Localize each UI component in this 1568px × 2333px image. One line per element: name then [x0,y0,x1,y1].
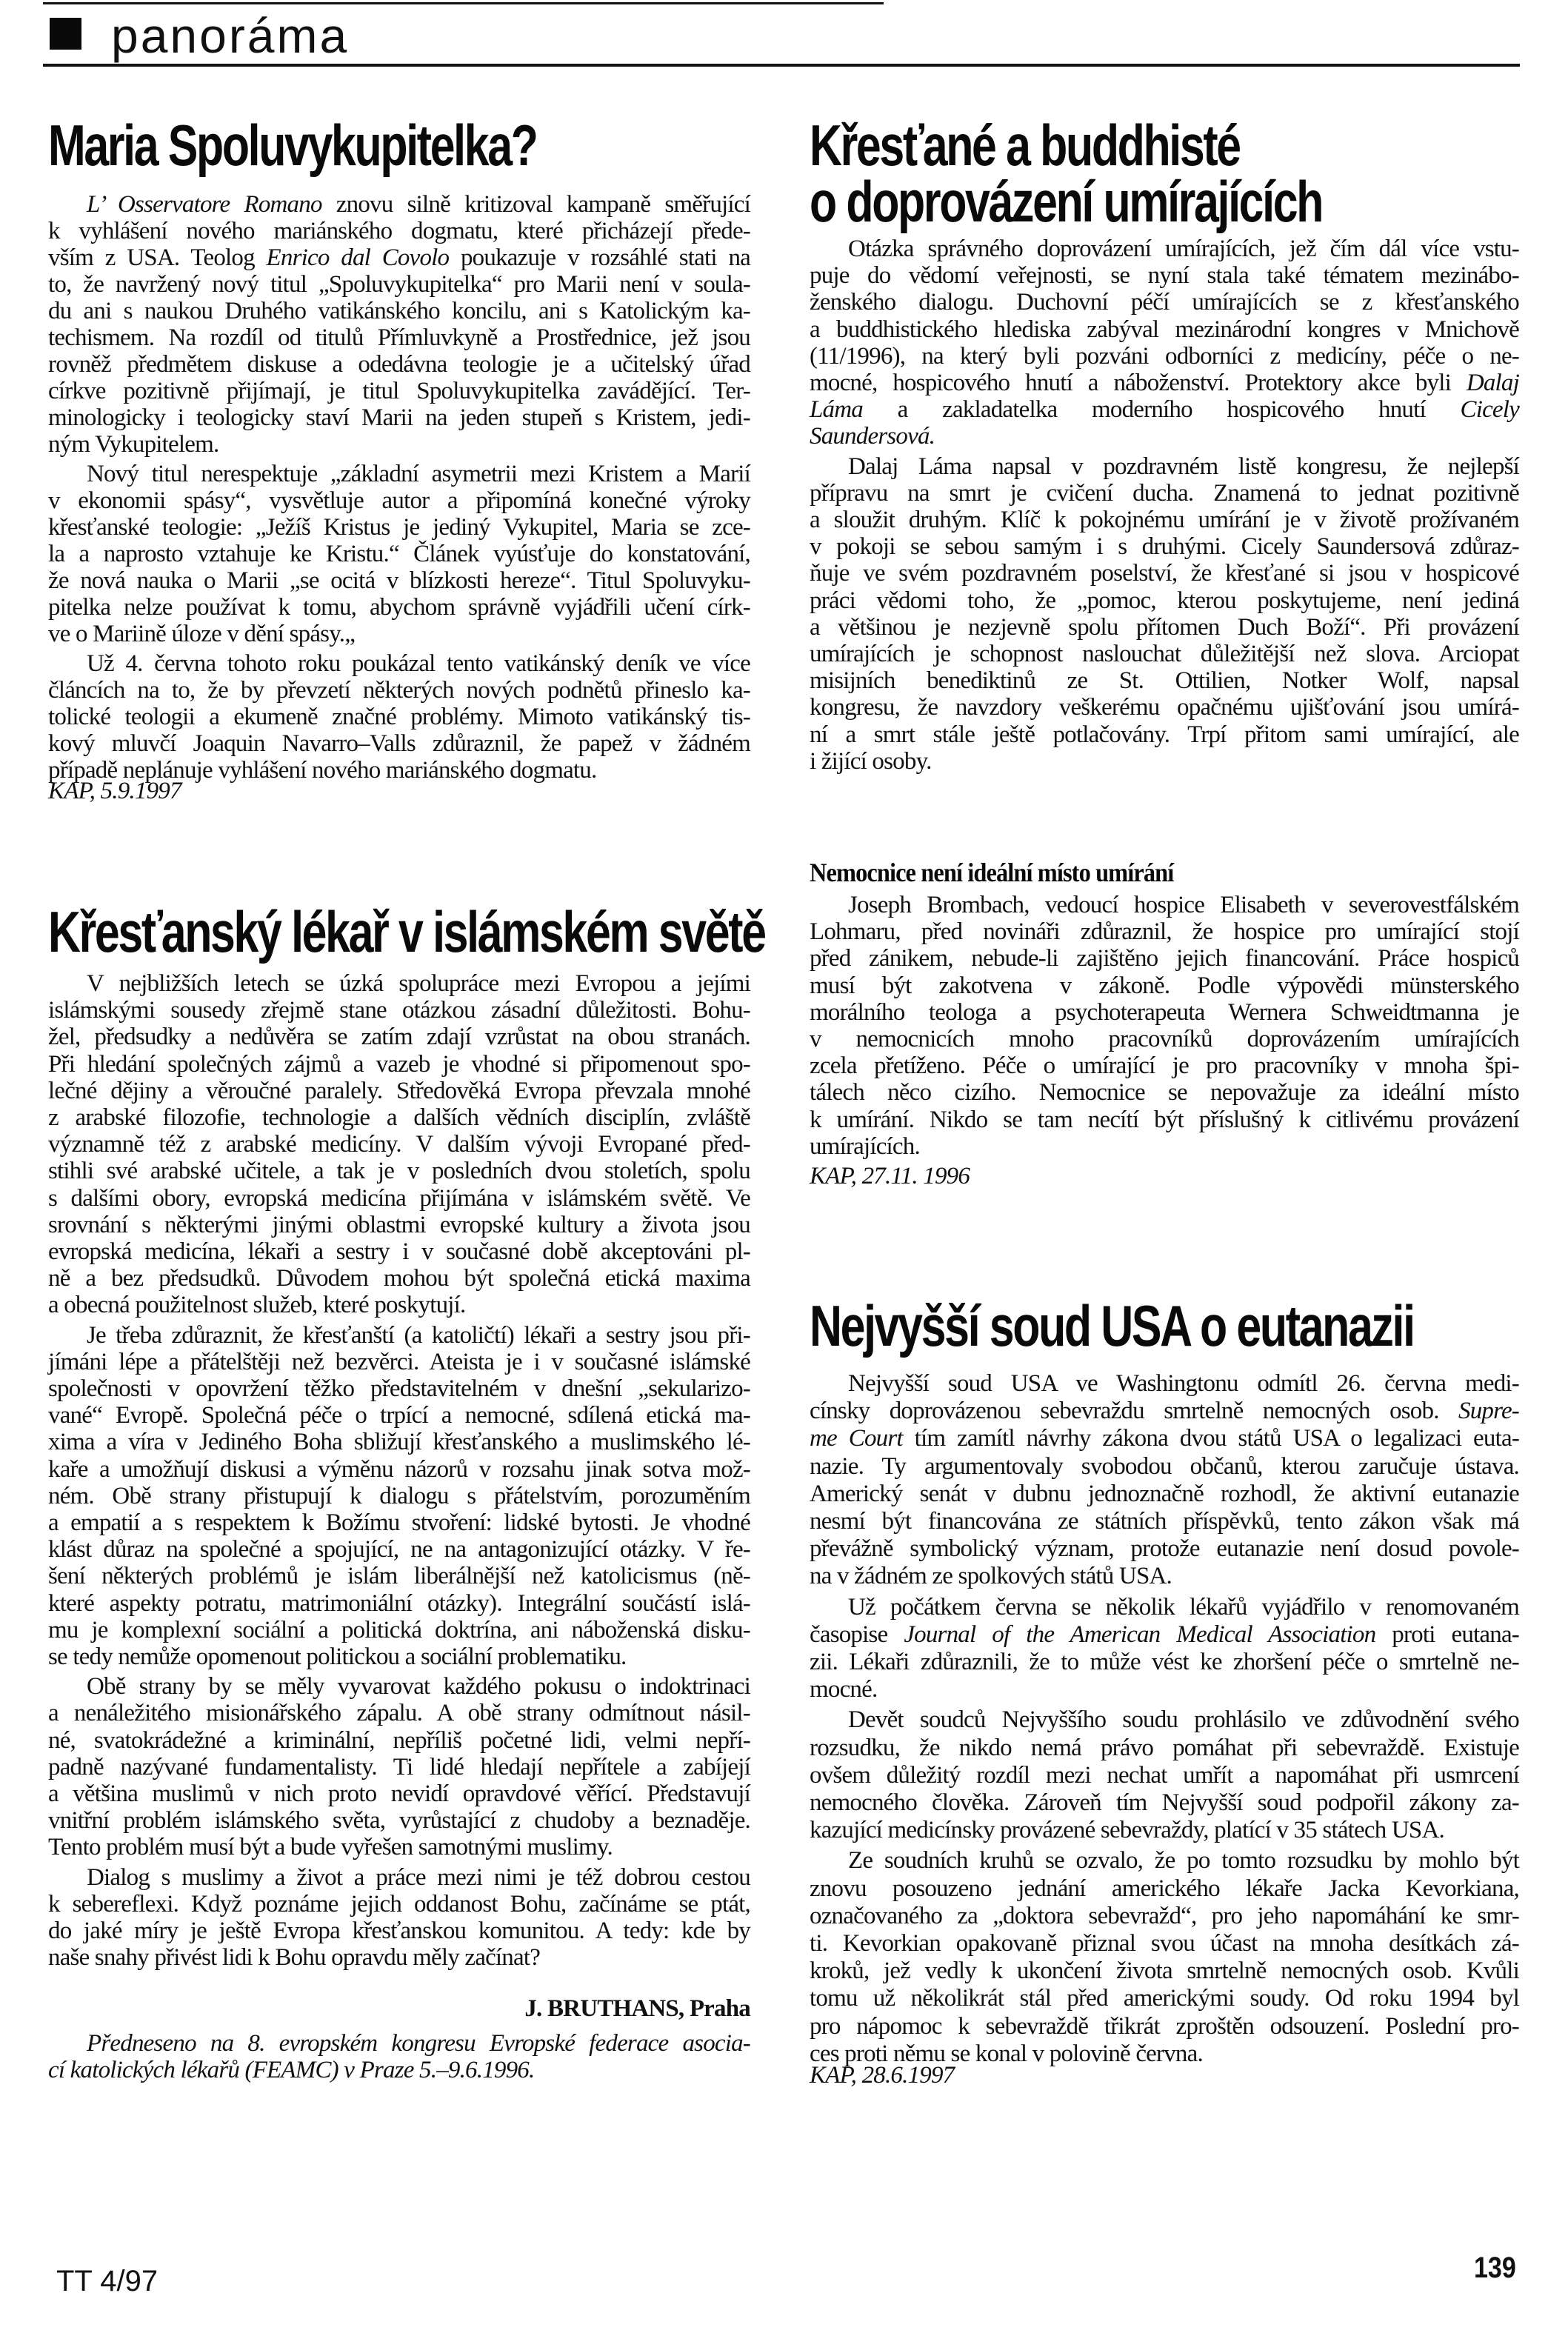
text-line: techismem. Na rozdíl od titulů Přímluvkyně a Prostřednice, jež jsou [48,324,750,351]
text-line: žel, předsudky a nedůvěra se zatím zdají vzrůstat na obou stranách. [48,1024,750,1051]
text-line: Obě strany by se měly vyvarovat každého pokusu o indoktrinaci [87,1673,750,1700]
text-line: cínsky doprovázenou sebevraždu smrtelně nemocných osob. Supre- [810,1398,1519,1425]
text-line: ní a smrt stále ještě potlačovány. Trpí přitom sami umírající, ale [810,721,1519,748]
text-line: padně nazývané fundamentalisty. Ti lidé hledají nepřítele a zabíjejí [48,1753,750,1780]
text-line: znovu posouzeno jednání amerického lékaře Jacka Kevorkiana, [810,1875,1519,1902]
text-line: kroků, jež vedly k ukončení života smrtelně nemocných osob. Kvůli [810,1957,1519,1985]
article-title-buddhiste-2: o doprovázení umírajících [810,169,1323,234]
article-title-buddhiste-1: Křesťané a buddhisté [810,113,1240,178]
text-line: na v žádném ze spolkových států USA. [810,1563,1172,1590]
text-line: rozsudku, že nikdo nemá právo pomáhat při sebevraždě. Existuje [810,1734,1519,1761]
text-line: misijních benediktinů ze St. Ottilien, Notker Wolf, napsal [810,667,1519,695]
article-note-lekar-1: Předneseno na 8. evropském kongresu Evropské federace asocia- [87,2030,750,2057]
text-line: Láma a zakladatelka moderního hospicového hnutí Cicely [810,396,1519,424]
text-line: minologicky i teologicky staví Marii na jeden stupeň s Kristem, jedi- [48,404,750,431]
text-line: v ekonomii spásy“, vysvětluje autor a připomíná konečné výroky [48,487,750,514]
text-line: Joseph Brombach, vedoucí hospice Elisabeth v severovestfálském [848,892,1519,918]
left-column [48,0,765,2222]
text-line: a empatií a s respektem k Božímu stvoření: lidské bytosti. Je vhodné [48,1509,750,1536]
article-note-lekar-2: cí katolických lékařů (FEAMC) v Praze 5.–9.6.1996. [48,2057,535,2083]
text-line: jímáni lépe a přátelštěji než bezvěrci. Ateista je i v současné islámské [48,1348,750,1375]
text-line: mocné, hospicového hnutí a náboženství. Protektory akce byli Dalaj [810,370,1519,396]
text-line: zcela přetíženo. Péče o umírající je pro pracovníky v mnoha špi- [810,1052,1519,1080]
text-line: ným Vykupitelem. [48,431,219,458]
text-line: křesťanské teologie: „Ježíš Kristus je jediný Vykupitel, Maria se zce- [48,514,750,541]
text-line: společnosti v opovržení těžko představitelném v dnešní „sekularizo- [48,1375,750,1402]
article-source-maria: KAP, 5.9.1997 [48,778,181,804]
text-line: a buddhistického hlediska zabýval mezinárodní kongres v Mnichově [810,316,1519,343]
text-line: L’ Osservatore Romano znovu silně kritizoval kampaně směřující [87,191,750,218]
text-line: práci vědomi toho, že „pomoc, kterou poskytujeme, není jediná [810,587,1519,614]
text-line: Nový titul nerespektuje „základní asymetrii mezi Kristem a Marií [87,461,750,487]
text-line: puje do vědomí veřejnosti, se nyní stala také tématem mezinábo- [810,262,1519,290]
text-line: se tedy nemůže opomenout politickou a sociální problematiku. [48,1643,627,1670]
text-line: Dalaj Láma napsal v pozdravném listě kongresu, že nejlepší [848,453,1519,480]
text-line: označovaného za „doktora sebevražd“, pro jeho napomáhání ke smr- [810,1902,1519,1929]
text-line: vané“ Evropě. Společná péče o trpící a nemocné, sdílená etická ma- [48,1402,750,1429]
text-line: srovnání s některými jinými oblastmi evropské kultury a života jsou [48,1211,750,1238]
text-line: kaře a umožňují diskusi a výměnu názorů v rozsahu jinak sotva mož- [48,1455,750,1483]
text-line: nemocného člověka. Zároveň tím Nejvyšší soud podpořil zákony za- [810,1789,1519,1816]
text-line: v pokoji se sebou samým i s druhými. Cicely Saundersová zdůraz- [810,533,1519,561]
text-line: (11/1996), na který byli pozváni odborníci z medicíny, péče o ne- [810,342,1519,370]
text-line: Je třeba zdůraznit, že křesťanští (a katoličtí) lékaři a sestry jsou při- [87,1321,750,1349]
text-line: případě neplánuje vyhlášení nového mariánského dogmatu. [48,757,597,784]
text-line: významně též z arabské medicíny. V dalším vývoji Evropané před- [48,1131,750,1158]
text-line: článcích na to, že by převzetí některých nových podnětů přineslo ka- [48,677,750,704]
text-line: do jaké míry je ještě Evropa křesťanskou komunitou. A tedy: kde by [48,1918,750,1944]
text-line: nesmí být financována ze státních příspěvků, tento zákon však má [810,1508,1519,1535]
section-title: panoráma [111,8,350,63]
right-column [810,0,1519,2222]
text-line: Už 4. června tohoto roku poukázal tento vatikánský deník ve více [87,650,750,677]
text-line: Saundersová. [810,423,935,450]
text-line: a většina muslimů v nich proto nevidí opravdové věřící. Představují [48,1780,750,1807]
text-line: kongresu, že navzdory veškerému opačnému ujišťování jsou umírá- [810,694,1519,721]
text-line: a sloužit druhým. Klíč k pokojnému umírání je v životě prožívaném [810,507,1519,533]
text-line: a nenáležitého misionářského zápalu. A obě strany odmítnout násil- [48,1700,750,1727]
text-line: k umírání. Nikdo se tam necítí být příslušný k citlivému provázení [810,1106,1519,1133]
text-line: naše snahy přivést lidi k Bohu opravdu měly začínat? [48,1944,541,1972]
text-line: Devět soudců Nejvyššího soudu prohlásilo ve zdůvodnění svého [848,1706,1519,1734]
text-line: Nejvyšší soud USA ve Washingtonu odmítl 26. června medi- [848,1370,1519,1397]
page-number: 139 [1474,2252,1516,2284]
text-line: s dalšími obory, evropská medicína přijímána v islámském světě. Ve [48,1184,750,1212]
text-line: tálech něco cizího. Nemocnice se nepovažuje za ideální místo [810,1079,1519,1107]
text-line: Lohmaru, před novináři zdůraznil, že hospice pro umírající stojí [810,918,1519,946]
text-line: ně a bez předsudků. Důvodem mohou být společná etická maxima [48,1265,750,1292]
text-line: morálního teologa a psychoterapeuta Wernera Schweidtmanna je [810,998,1519,1026]
text-line: přípravu na smrt je cvičení ducha. Znamená to jednat pozitivně [810,479,1519,507]
text-line: k sebereflexi. Když poznáme jejich oddanost Bohu, začínáme se ptát, [48,1890,750,1918]
text-line: to, že navržený nový titul „Spoluvykupitelka“ pro Marii není v soula- [48,271,750,298]
text-line: tolické teologii a ekumeně značné problémy. Mimoto vatikánský tis- [48,704,750,730]
text-line: z arabské filozofie, technologie a dalších vědních disciplín, zvláště [48,1104,750,1131]
text-line: kový mluvčí Joaquin Navarro–Valls zdůraznil, že papež v žádném [48,730,750,757]
text-line: Už počátkem června se několik lékařů vyjádřilo v renomovaném [848,1593,1519,1621]
text-line: šení některých problémů je islám liberálnější než katolicismus (ně- [48,1563,750,1590]
article-author-lekar: J. BRUTHANS, Praha [524,1995,750,2022]
article-source-buddhiste: KAP, 27.11. 1996 [810,1163,970,1189]
text-line: zii. Lékaři zdůraznili, že to může vést ke zhoršení péče o smrtelně ne- [810,1649,1519,1675]
text-line: umírajících. [810,1132,920,1160]
text-line: vnitřní problém islámského světa, vyrůstající z chudoby a beznaděje. [48,1807,750,1835]
text-line: a většinou je nezjevně spolu přítomen Duch Boží“. Při provázení [810,613,1519,641]
text-line: Při hledání společných zájmů a vazeb je vhodné si připomenout spo- [48,1050,750,1078]
text-line: ces proti němu se konal v polovině června. [810,2040,1203,2067]
text-line: v nemocnicích mnoho pracovníků doprovázením umírajících [810,1026,1519,1052]
text-line: la a naprosto vztahuje ke Kristu.“ Článek vyúsťuje do konstatování, [48,541,750,567]
text-line: du ani s naukou Druhého vatikánského koncilu, ani s Katolickým ka- [48,298,750,324]
text-line: musí být zakotvena v zákoně. Podle výpovědi münsterského [810,972,1519,999]
text-line: církve pozitivně přijímají, je titul Spoluvykupitelka zavádějící. Ter- [48,378,750,404]
text-line: islámskými sousedy zřejmě stane otázkou zásadní důležitosti. Bohu- [48,997,750,1024]
text-line: pro nápomoc k sebevraždě třikrát zproštěn odsouzení. Poslední pro- [810,2012,1519,2040]
text-line: lečné dějiny a věroučné paralely. Středověká Evropa převzala mnohé [48,1077,750,1104]
text-line: pitelka nelze používat k tomu, abychom správně vyjádřili učení círk- [48,594,750,621]
text-line: převážně symbolický význam, protože eutanazie není dosud povole- [810,1535,1519,1563]
text-line: mocné. [810,1676,878,1703]
text-line: umírajících je schopnost naslouchat důležitější než slova. Arciopat [810,641,1519,667]
text-line: Dialog s muslimy a život a práce mezi nimi je též dobrou cestou [87,1863,750,1891]
text-line: vším z USA. Teolog Enrico dal Covolo poukazuje v rozsáhlé stati na [48,244,750,271]
text-line: k vyhlášení nového mariánského dogmatu, které přicházejí přede- [48,218,750,244]
text-line: Otázka správného doprovázení umírajících, jež čím dál více vstu- [848,236,1519,262]
text-line: stihli své arabské učitele, a tak je v posledních dvou stoletích, spolu [48,1158,750,1185]
text-line: né, svatokrádežné a kriminální, nepříliš početné lidi, velmi nepří- [48,1726,750,1754]
text-line: Americký senát v dubnu jednoznačně rozhodl, že aktivní eutanazie [810,1480,1519,1507]
text-line: mu je komplexní sociální a politická doktrína, ani náboženská disku- [48,1616,750,1643]
text-line: Ze soudních kruhů se ozvalo, že po tomto rozsudku by mohlo být [848,1847,1519,1875]
text-line: které aspekty potratu, matrimoniální otázky). Integrální součástí islá- [48,1589,750,1617]
text-line: a obecná použitelnost služeb, které poskytují. [48,1292,466,1319]
text-line: nazie. Ty argumentovaly svobodou občanů, kterou zaručuje ústava. [810,1452,1519,1480]
text-line: ti. Kevorkian opakovaně přiznal svou účast na mnoha desítkách zá- [810,1930,1519,1957]
text-line: ženského dialogu. Duchovní péčí umírajících se z křesťanského [810,289,1519,316]
article-title-eutanazie: Nejvyšší soud USA o eutanazii [810,1293,1414,1358]
text-line: tomu už několikrát stál před americkými soudy. Od roku 1994 byl [810,1985,1519,2012]
text-line: rovněž předmětem diskuse a odedávna teologie je a učitelský úřad [48,351,750,378]
text-line: me Court tím zamítl návrhy zákona dvou států USA o legalizaci euta- [810,1425,1520,1452]
text-line: ovšem důležitý rozdíl mezi nechat umřít a napomáhat při usmrcení [810,1761,1519,1789]
article-source-eutanazie: KAP, 28.6.1997 [810,2062,955,2089]
text-line: ném. Obě strany přistupují k dialogu s přátelstvím, porozuměním [48,1482,750,1509]
text-line: i žijící osoby. [810,747,932,775]
article-title-maria: Maria Spoluvykupitelka? [48,113,537,178]
text-line: před zánikem, nebude-li zajištěno jejich financování. Práce hospiců [810,945,1519,972]
text-line: že nová nauka o Marii „se ocitá v blízkosti hereze“. Titul Spoluvyku- [48,567,750,594]
text-line: ňuje ve svém pozdravném poselství, že křesťané si jsou v hospicové [810,560,1519,587]
text-line: klást důraz na společné a spojující, ne na antagonizující otázky. V ře- [48,1536,750,1563]
article-title-lekar: Křesťanský lékař v islámském světě [48,899,765,964]
text-line: evropská medicína, lékaři a sestry i v současné době akceptováni pl- [48,1238,750,1265]
text-line: V nejbližších letech se úzká spolupráce mezi Evropou a jejími [87,970,750,997]
text-line: Tento problém musí být a bude vyřešen samotnými muslimy. [48,1834,613,1861]
text-line: ve o Mariině úloze v dění spásy.„ [48,621,356,647]
issue-label: TT 4/97 [56,2265,159,2297]
text-line: časopise Journal of the American Medical Association proti eutana- [810,1621,1519,1648]
subheading-nemocnice: Nemocnice není ideální místo umírání [810,858,1174,887]
text-line: kazující medicínsky provázené sebevraždy, platící v 35 státech USA. [810,1817,1444,1844]
text-line: xima a víra v Jediného Boha sbližují křesťanského a muslimského lé- [48,1429,750,1456]
